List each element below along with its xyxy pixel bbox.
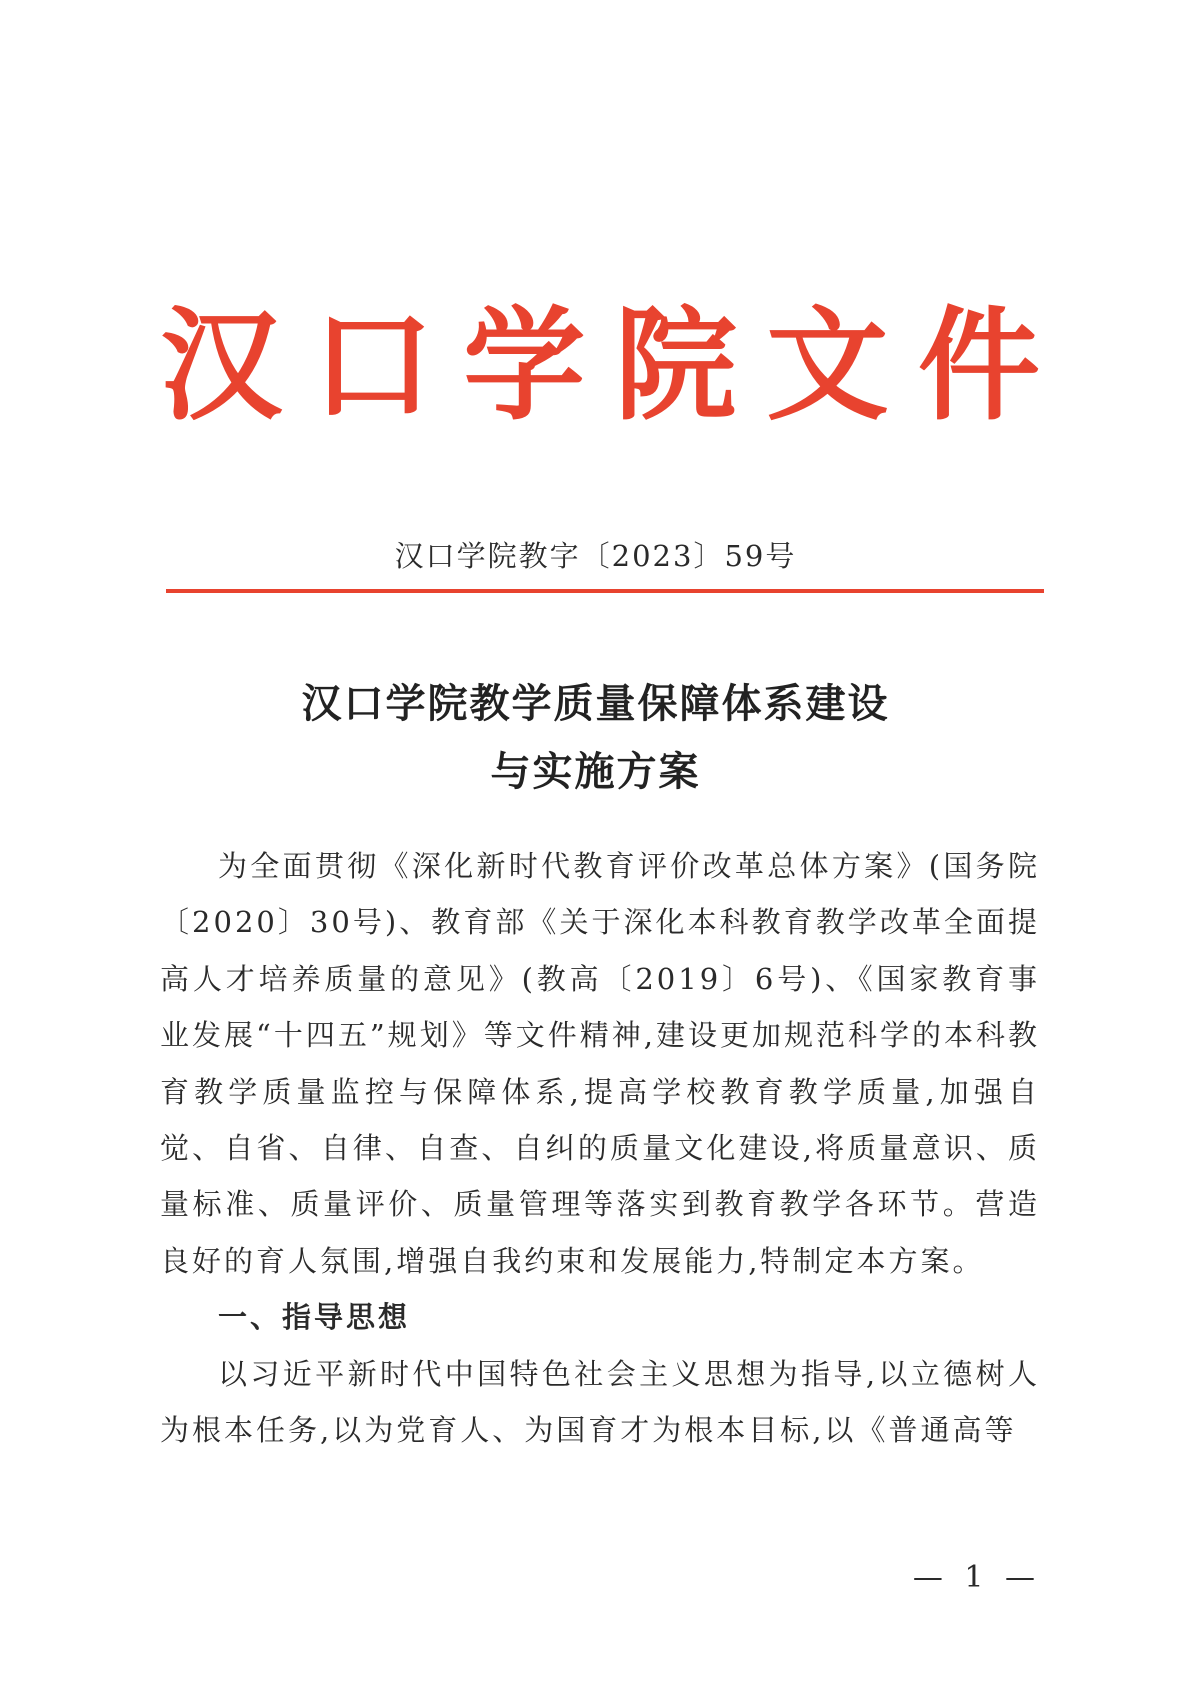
document-title-line-2: 与实施方案	[490, 749, 701, 795]
document-number: 汉口学院教字〔2023〕59号	[394, 539, 797, 573]
document-body	[160, 838, 1040, 1458]
document-masthead	[160, 293, 1040, 437]
page-number: — 1 —	[912, 1560, 1041, 1595]
section-heading: 一、指导思想	[218, 1300, 411, 1335]
masthead-char: 汉	[160, 293, 282, 437]
masthead-char: 文	[766, 293, 889, 437]
masthead-char: 学	[463, 293, 586, 437]
section-paragraph: 以习近平新时代中国特色社会主义思想为指导,以立德树人为根本任务,以为党育人、为国育才为根本目标,以《普通高等	[160, 1356, 1040, 1448]
masthead-char: 口	[311, 293, 434, 437]
document-title-line-1: 汉口学院教学质量保障体系建设	[301, 681, 890, 727]
masthead-char: 院	[614, 293, 737, 437]
red-separator-rule	[166, 589, 1044, 593]
intro-paragraph: 为全面贯彻《深化新时代教育评价改革总体方案》(国务院〔2020〕30号)、教育部《关于深化本科教育教学改革全面提高人才培养质量的意见》(教高〔2019〕6号)、《国家教育事业发展“十四五”规划》等文件精神,建设更加规范科学的本科教育教学质量监控与保障体系,提高学校教育教学质量,加强自觉、自省、自律、自查、自纠的质量文化建设,将质量意识、质量标准、质量评价、质量管理等落实到教育教学各环节。营造良好的育人氛围,增强自我约束和发展能力,特制定本方案。	[160, 849, 1040, 1278]
masthead-char: 件	[917, 293, 1040, 437]
